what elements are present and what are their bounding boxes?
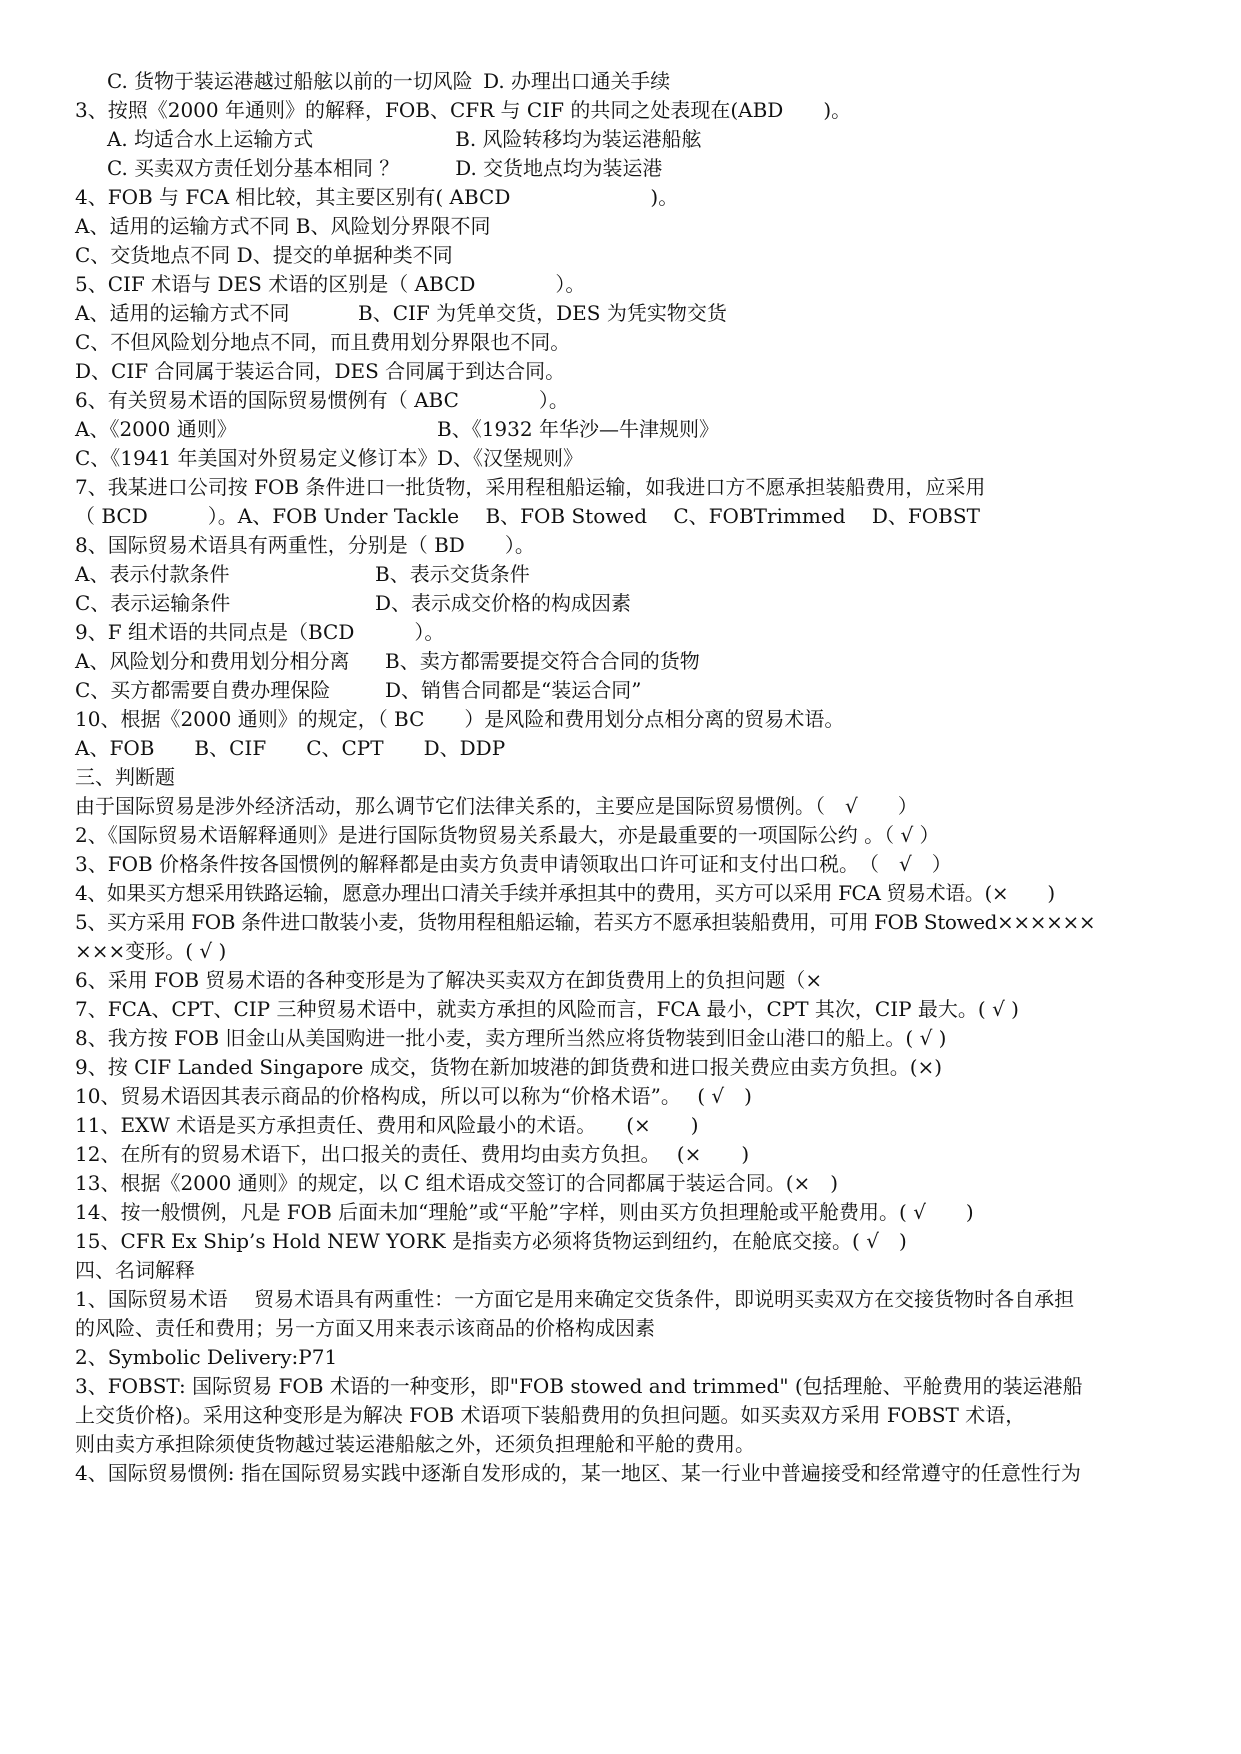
judgement-item: 3、FOB 价格条件按各国惯例的解释都是由卖方负责申请领取出口许可证和支付出口税。 （ √ ） — [75, 852, 952, 876]
option-b: B、CIF 为凭单交货，DES 为凭实物交货 — [358, 301, 727, 325]
judgement-item: 2、《国际贸易术语解释通则》是进行国际货物贸易关系最大，亦是最重要的一项国际公约 。（ √ ） — [75, 823, 940, 847]
judgement-item: 14、按一般惯例，凡是 FOB 后面未加“理舱”或“平舱”字样，则由买方负担理舱或平舱费用。( √ ) — [75, 1200, 974, 1224]
judgement-item: 9、按 CIF Landed Singapore 成交，货物在新加坡港的卸货费和进口报关费应由卖方负担。(×) — [75, 1055, 943, 1079]
text-line: C、交货地点不同 D、提交的单据种类不同 — [75, 243, 453, 267]
judgement-item: 8、我方按 FOB 旧金山从美国购进一批小麦，卖方理所当然应将货物装到旧金山港口的船上。( √ ) — [75, 1026, 947, 1050]
question-6: 6、有关贸易术语的国际贸易惯例有（ ABC ）。 — [75, 388, 569, 412]
question-7: 7、我某进口公司按 FOB 条件进口一批货物，采用程租船运输，如我进口方不愿承担装船费用，应采用 — [75, 475, 986, 499]
judgement-item: 5、买方采用 FOB 条件进口散装小麦，货物用程租船运输，若买方不愿承担装船费用，可用 FOB Stowed×××××× — [75, 910, 1096, 934]
definition-item: 2、Symbolic Delivery:P71 — [75, 1345, 338, 1369]
definition-item: 3、FOBST: 国际贸易 FOB 术语的一种变形，即"FOB stowed and trimmed" (包括理舱、平舱费用的装运港船 — [75, 1374, 1083, 1398]
judgement-item: 6、采用 FOB 贸易术语的各种变形是为了解决买卖双方在卸货费用上的负担问题（× — [75, 968, 823, 992]
option-d: D、《汉堡规则》 — [437, 446, 584, 470]
judgement-item: 7、FCA、CPT、CIP 三种贸易术语中，就卖方承担的风险而言，FCA 最小，CPT 其次，CIP 最大。( √ ) — [75, 997, 1019, 1021]
definition-item: 1、国际贸易术语 贸易术语具有两重性：一方面它是用来确定交货条件，即说明买卖双方在交接货物时各自承担 — [75, 1287, 1075, 1311]
text-line: （ BCD ）。A、FOB Under Tackle B、FOB Stowed C、FOBTrimmed D、FOBST — [75, 504, 980, 528]
option-a: A、表示付款条件 — [75, 562, 230, 586]
question-8: 8、国际贸易术语具有两重性，分别是（ BD ）。 — [75, 533, 535, 557]
question-9: 9、F 组术语的共同点是（BCD ）。 — [75, 620, 445, 644]
question-4: 4、FOB 与 FCA 相比较，其主要区别有( ABCD )。 — [75, 185, 679, 209]
text-line: 的风险、责任和费用；另一方面又用来表示该商品的价格构成因素 — [75, 1316, 655, 1340]
option-d: D. 交货地点均为装运港 — [455, 156, 663, 180]
text-line: A、FOB B、CIF C、CPT D、DDP — [75, 736, 506, 760]
judgement-item: 10、贸易术语因其表示商品的价格构成，所以可以称为“价格术语”。 ( √ ) — [75, 1084, 752, 1108]
text-line: A、适用的运输方式不同 B、风险划分界限不同 — [75, 214, 491, 238]
option-d: D、表示成交价格的构成因素 — [375, 591, 632, 615]
option-b: B、表示交货条件 — [375, 562, 530, 586]
judgement-item: 11、EXW 术语是买方承担责任、费用和风险最小的术语。 (× ) — [75, 1113, 699, 1137]
option-a: A. 均适合水上运输方式 — [107, 127, 314, 151]
option-a: A、风险划分和费用划分相分离 — [75, 649, 350, 673]
judgement-item: 13、根据《2000 通则》的规定，以 C 组术语成交签订的合同都属于装运合同。(× ) — [75, 1171, 839, 1195]
option-b: B、《1932 年华沙—牛津规则》 — [437, 417, 719, 441]
option-d: D. 办理出口通关手续 — [483, 69, 671, 93]
judgement-item: 4、如果买方想采用铁路运输，愿意办理出口清关手续并承担其中的费用，买方可以采用 FCA 贸易术语。(× ) — [75, 881, 1055, 905]
judgement-item: 12、在所有的贸易术语下，出口报关的责任、费用均由卖方负担。 (× ) — [75, 1142, 750, 1166]
text-line: ×××变形。( √ ) — [75, 939, 227, 963]
option-d: D、销售合同都是“装运合同” — [385, 678, 642, 702]
definition-item: 4、国际贸易惯例: 指在国际贸易实践中逐渐自发形成的，某一地区、某一行业中普遍接受和经常遵守的任意性行为 — [75, 1461, 1081, 1485]
option-c: C、表示运输条件 — [75, 591, 231, 615]
section-heading: 四、名词解释 — [75, 1258, 195, 1282]
question-5: 5、CIF 术语与 DES 术语的区别是（ ABCD ）。 — [75, 272, 586, 296]
text-line: D、CIF 合同属于装运合同，DES 合同属于到达合同。 — [75, 359, 566, 383]
option-c: C. 买卖双方责任划分基本相同 ？ — [107, 156, 400, 180]
option-b: B、卖方都需要提交符合合同的货物 — [385, 649, 700, 673]
option-c: C、买方都需要自费办理保险 — [75, 678, 331, 702]
option-c: C. 货物于装运港越过船舷以前的一切风险 — [107, 69, 473, 93]
judgement-item: 15、CFR Ex Ship’s Hold NEW YORK 是指卖方必须将货物运到纽约，在舱底交接。( √ ) — [75, 1229, 907, 1253]
option-a: A、《2000 通则》 — [75, 417, 237, 441]
judgement-item: 由于国际贸易是涉外经济活动，那么调节它们法律关系的，主要应是国际贸易惯例。（ √ ） — [75, 794, 918, 818]
option-a: A、适用的运输方式不同 — [75, 301, 290, 325]
text-line: 则由卖方承担除须使货物越过装运港船舷之外，还须负担理舱和平舱的费用。 — [75, 1432, 755, 1456]
question-3: 3、按照《2000 年通则》的解释，FOB、CFR 与 CIF 的共同之处表现在(ABD )。 — [75, 98, 852, 122]
option-b: B. 风险转移均为装运港船舷 — [455, 127, 702, 151]
text-line: C、不但风险划分地点不同，而且费用划分界限也不同。 — [75, 330, 571, 354]
text-line: 上交货价格)。采用这种变形是为解决 FOB 术语项下装船费用的负担问题。如买卖双方采用 FOBST 术语， — [75, 1403, 1026, 1427]
option-c: C、《1941 年美国对外贸易定义修订本》 — [75, 446, 438, 470]
question-10: 10、根据《2000 通则》的规定，（ BC ）是风险和费用划分点相分离的贸易术语。 — [75, 707, 845, 731]
section-heading: 三、判断题 — [75, 765, 175, 789]
